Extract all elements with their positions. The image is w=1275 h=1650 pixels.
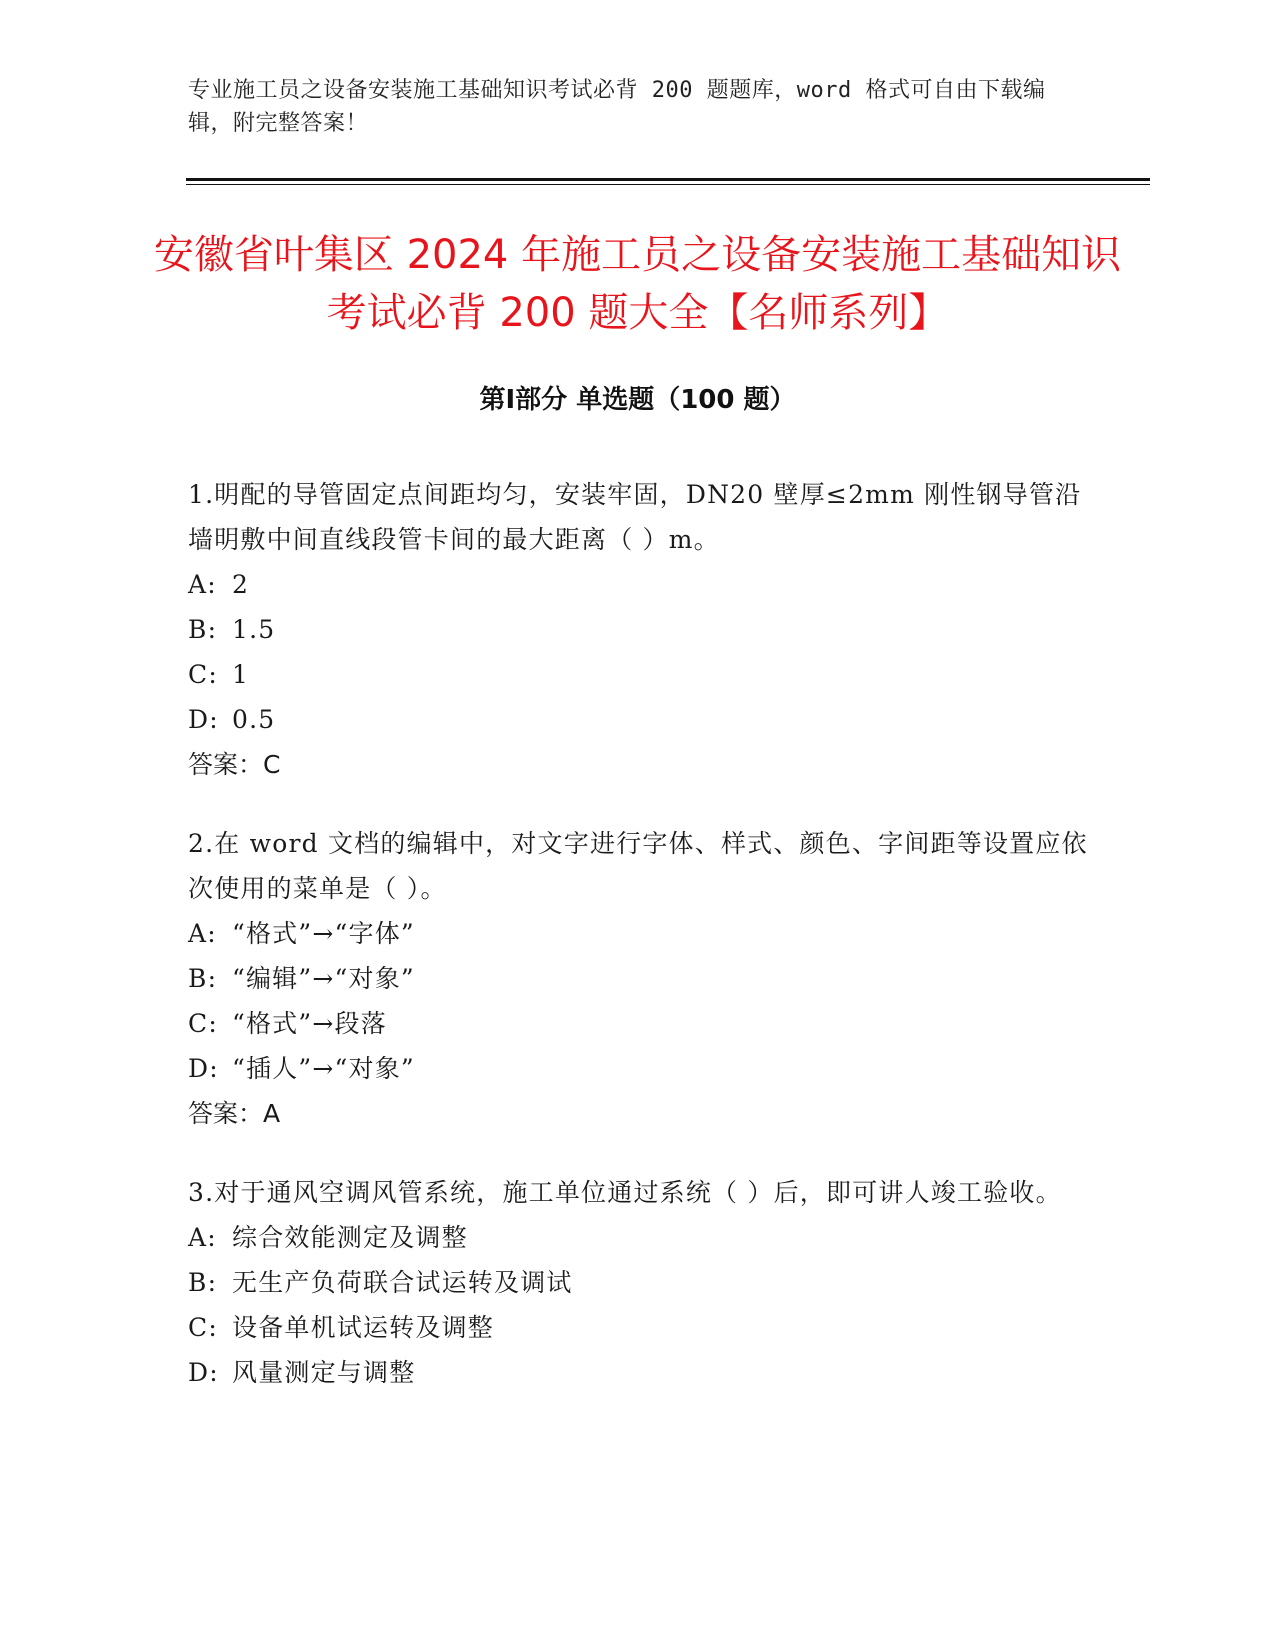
option-a	[188, 911, 1088, 956]
option-text: “编辑”→“对象”	[232, 964, 415, 993]
option-d	[188, 1350, 1088, 1395]
question-3	[188, 1170, 1088, 1395]
option-key: C:	[188, 660, 218, 689]
header-divider-thin	[186, 184, 1150, 185]
section-title: 第Ⅰ部分 单选题（100 题）	[479, 385, 796, 415]
option-d	[188, 697, 1088, 742]
option-b	[188, 607, 1088, 652]
option-text: 设备单机试运转及调整	[232, 1313, 495, 1342]
option-key: D:	[188, 1358, 219, 1387]
option-list	[188, 562, 1088, 742]
question-stem: 3.对于通风空调风管系统，施工单位通过系统（ ）后，即可讲人竣工验收。	[188, 1178, 1062, 1207]
answer-label: 答案：	[188, 750, 264, 779]
option-text: 风量测定与调整	[232, 1358, 416, 1387]
option-text: 综合效能测定及调整	[232, 1223, 468, 1252]
option-text: “格式”→“字体”	[232, 919, 415, 948]
option-key: A:	[188, 919, 217, 948]
question-1	[188, 472, 1088, 787]
question-stem: 1.明配的导管固定点间距均匀，安装牢固，DN20 壁厚≤2mm 刚性钢导管沿墙明敷中间直线段管卡间的最大距离（ ）m。	[188, 480, 1082, 554]
option-key: A:	[188, 570, 217, 599]
option-text: 0.5	[232, 705, 276, 734]
answer-value: C	[263, 750, 281, 779]
option-a	[188, 1215, 1088, 1260]
question-2	[188, 821, 1088, 1136]
answer-line	[188, 742, 1088, 787]
option-list	[188, 1215, 1088, 1395]
option-key: A:	[188, 1223, 217, 1252]
option-c	[188, 1305, 1088, 1350]
question-stem: 2.在 word 文档的编辑中，对文字进行字体、样式、颜色、字间距等设置应依次使用的菜单是（ ）。	[188, 829, 1088, 903]
option-text: “格式”→段落	[232, 1009, 387, 1038]
option-key: D:	[188, 705, 219, 734]
option-a	[188, 562, 1088, 607]
option-key: B:	[188, 964, 218, 993]
option-text: 1.5	[232, 615, 276, 644]
option-key: C:	[188, 1009, 218, 1038]
option-key: B:	[188, 1268, 218, 1297]
document-title: 安徽省叶集区 2024 年施工员之设备安装施工基础知识考试必背 200 题大全【名师系列】	[153, 232, 1122, 336]
header-divider-thick	[186, 178, 1150, 181]
option-text: 2	[232, 570, 250, 599]
answer-line	[188, 1091, 1088, 1136]
option-list	[188, 911, 1088, 1091]
option-text: “插人”→“对象”	[232, 1054, 415, 1083]
option-b	[188, 956, 1088, 1001]
header-note: 专业施工员之设备安装施工基础知识考试必背 200 题题库，word 格式可自由下载编辑，附完整答案！	[188, 78, 1046, 136]
option-text: 1	[232, 660, 250, 689]
option-key: C:	[188, 1313, 218, 1342]
option-text: 无生产负荷联合试运转及调试	[232, 1268, 573, 1297]
option-c	[188, 1001, 1088, 1046]
option-c	[188, 652, 1088, 697]
option-d	[188, 1046, 1088, 1091]
answer-value: A	[263, 1099, 281, 1128]
option-b	[188, 1260, 1088, 1305]
option-key: D:	[188, 1054, 219, 1083]
answer-label: 答案：	[188, 1099, 264, 1128]
question-list	[188, 472, 1088, 1429]
option-key: B:	[188, 615, 218, 644]
